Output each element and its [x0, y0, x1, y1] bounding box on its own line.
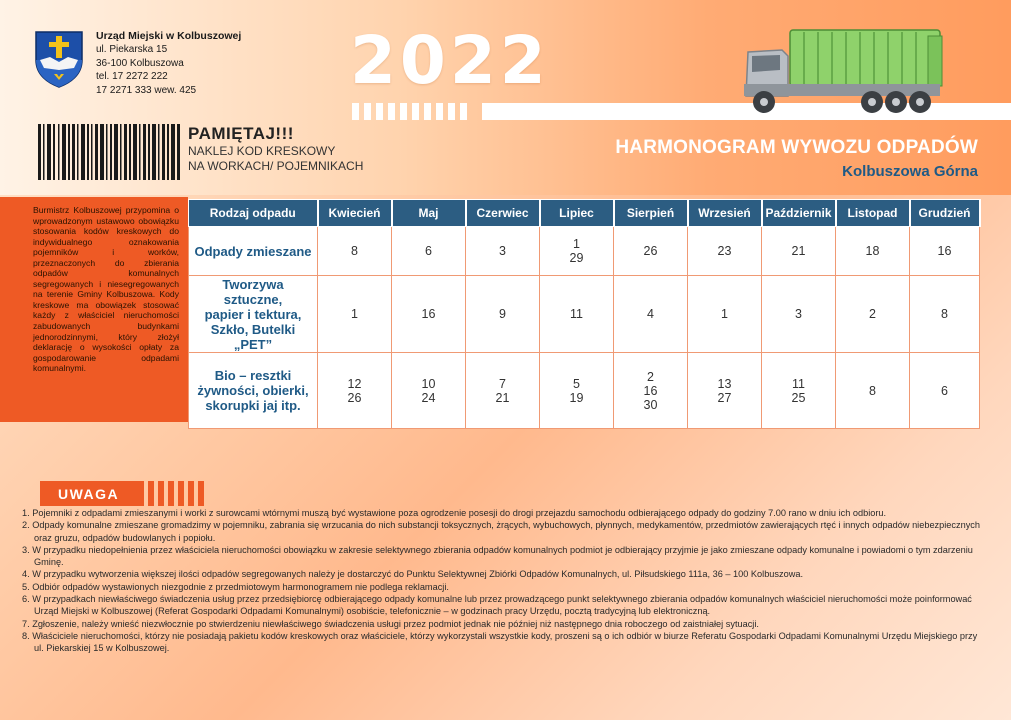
collection-day: 8	[941, 307, 948, 321]
table-row	[189, 227, 980, 276]
waste-type-label-line: skorupki jaj itp.	[205, 398, 301, 413]
collection-day: 13	[717, 376, 732, 391]
waste-type-label-line: Bio – resztki	[214, 368, 292, 383]
notice-item: 7. Zgłoszenie, należy wnieść niezwłocznie po stwierdzeniu niewłaściwego świadczenia usługi przez podmiot jednak nie później niż następnego dnia roboczego od zaistniałej sytuacji.	[22, 618, 759, 629]
column-header-month: Październik	[762, 200, 836, 227]
waste-type-label-line: Szkło, Butelki „PET”	[210, 321, 296, 352]
waste-type-label	[189, 227, 318, 276]
collection-day: 2	[869, 307, 876, 321]
column-header-month: Grudzień	[910, 200, 980, 227]
collection-day-cell	[688, 276, 762, 353]
collection-day-cell	[614, 227, 688, 276]
collection-day-cell	[836, 276, 910, 353]
collection-day: 18	[865, 244, 880, 258]
collection-day: 16	[643, 383, 658, 398]
office-phone: tel. 17 2272 222	[96, 71, 168, 83]
reminder-line-1: NAKLEJ KOD KRESKOWY	[188, 144, 336, 158]
collection-day: 1	[351, 307, 358, 321]
collection-day: 1	[721, 307, 728, 321]
reminder-line-2: NA WORKACH/ POJEMNIKACH	[188, 159, 364, 173]
column-header-month: Listopad	[836, 200, 910, 227]
notice-item: 4. W przypadku wytworzenia większej ilości odpadów segregowanych należy je dostarczyć do Punktu Selektywnej Zbiórki Odpadów Komunalnych, ul. Piłsudskiego 111a, 36 – 100 Kolbuszowa.	[22, 569, 804, 580]
collection-day: 16	[937, 244, 952, 258]
collection-day: 7	[499, 376, 506, 391]
column-header-waste-type: Rodzaj odpadu	[189, 200, 318, 227]
office-phone-2: 17 2271 333 wew. 425	[96, 84, 197, 96]
collection-schedule-table	[188, 199, 981, 429]
collection-day-cell	[466, 276, 540, 353]
collection-day-cell	[762, 276, 836, 353]
column-header-month: Maj	[392, 200, 466, 227]
column-header-month: Czerwiec	[466, 200, 540, 227]
collection-day: 11	[792, 376, 805, 391]
collection-day: 9	[499, 307, 506, 321]
collection-day: 4	[647, 307, 654, 321]
collection-day: 30	[643, 397, 658, 412]
collection-day: 23	[717, 244, 732, 258]
coat-of-arms-icon	[34, 30, 84, 88]
collection-day: 3	[499, 244, 506, 258]
collection-day: 3	[795, 307, 802, 321]
office-street: ul. Piekarska 15	[96, 44, 168, 56]
table-row	[189, 276, 980, 353]
waste-type-label-line: żywności, obierki,	[197, 383, 309, 398]
collection-day: 16	[421, 307, 436, 321]
collection-day-cell	[614, 276, 688, 353]
barcode-reminder	[188, 124, 363, 174]
collection-day: 26	[643, 244, 658, 258]
waste-type-label-line: Tworzywa sztuczne,	[222, 276, 284, 307]
collection-day-cell	[318, 276, 392, 353]
collection-day: 5	[573, 376, 580, 391]
column-header-month: Sierpień	[614, 200, 688, 227]
collection-day: 25	[791, 390, 806, 405]
waste-type-label	[189, 353, 318, 429]
office-city: 36-100 Kolbuszowa	[96, 57, 184, 69]
reminder-heading: PAMIĘTAJ!!!	[188, 124, 294, 143]
notice-item: 1. Pojemniki z odpadami zmieszanymi i worki z surowcami wtórnymi muszą być wystawione poza ogrodzenie posesji do drogi przejazdu samochodu odbierającego odpady do godziny 7.00 rano w dniu ich odbioru.	[22, 508, 887, 518]
collection-day-cell	[318, 353, 392, 429]
collection-day: 27	[717, 390, 732, 405]
schedule-area: Kolbuszowa Górna	[842, 163, 978, 180]
collection-day: 19	[569, 390, 584, 405]
collection-day-cell	[540, 353, 614, 429]
collection-day-cell	[392, 276, 466, 353]
waste-type-label	[189, 276, 318, 353]
notice-item: 6. W przypadkach niewłaściwego świadczenia usług przez przedsiębiorcę odbierającego odpady komunalne lub przez prowadzącego punkt selektywnego zbierania odpadów komunalnych właściciel nieruchomości może poinformować Urząd Miejski w Kolbuszowej (Referat Gospodarki Odpadami Komunalnymi) osobiście, telefonicznie – w godzinach pracy Urzędu, pocztą tradycyjną lub elektroniczną.	[22, 594, 972, 617]
office-address	[96, 30, 241, 97]
collection-day-cell	[688, 353, 762, 429]
office-name: Urząd Miejski w Kolbuszowej	[96, 30, 242, 42]
collection-day-cell	[910, 227, 980, 276]
collection-day-cell	[466, 227, 540, 276]
collection-day-cell	[688, 227, 762, 276]
collection-day-cell	[392, 227, 466, 276]
notice-item: 5. Odbiór odpadów wystawionych niezgodnie z przedmiotowym harmonogramem nie podlega reklamacji.	[22, 581, 449, 592]
collection-day: 8	[869, 383, 876, 398]
collection-day-cell	[392, 353, 466, 429]
collection-day: 10	[421, 376, 436, 391]
schedule-title: HARMONOGRAM WYWOZU ODPADÓW	[615, 137, 978, 158]
column-header-month: Wrzesień	[688, 200, 762, 227]
decorative-stripes	[352, 103, 472, 120]
table-header-row	[189, 200, 980, 227]
collection-day-cell	[836, 227, 910, 276]
notice-list	[22, 507, 987, 655]
collection-day: 8	[351, 244, 358, 258]
waste-type-label-line: Odpady zmieszane	[194, 243, 312, 259]
notice-item: 3. W przypadku niedopełnienia przez właściciela nieruchomości obowiązku w zakresie selektywnego zbierania odpadów komunalnych podmiot je odbierający przyjmie je jako zmieszane odpady komunalne i powiadomi o tym zdarzeniu Gminę.	[22, 544, 973, 568]
collection-day: 24	[421, 390, 436, 405]
column-header-month: Kwiecień	[318, 200, 392, 227]
collection-day: 21	[791, 244, 806, 258]
garbage-truck-icon	[742, 26, 947, 118]
collection-day: 6	[425, 244, 432, 258]
collection-day: 12	[347, 376, 362, 391]
collection-day-cell	[318, 227, 392, 276]
waste-type-label-line: papier i tektura,	[204, 306, 302, 322]
year-title: 2022	[350, 22, 550, 99]
collection-day-cell	[614, 353, 688, 429]
collection-day-cell	[540, 227, 614, 276]
collection-day-cell	[910, 353, 980, 429]
barcode-info-text: Burmistrz Kolbuszowej przypomina o wprowadzonym ustawowo obowiązku stosowania kodów kreskowych do indywidualnego oznakowania pojemników i worków, przeznaczonych do zbierania odpadów komunalnych segregowanych i niesegregowanych na terenie Gminy Kolbuszowa. Kody kreskowe ma obowiązek stosować każdy z właściciel nieruchomości zabudowanych budynkami jednorodzinnymi, który złożył deklarację o wysokości opłaty za gospodarowanie odpadami komunalnymi.	[33, 205, 179, 374]
notice-title: UWAGA	[40, 481, 144, 506]
collection-day: 21	[495, 390, 510, 405]
barcode-icon	[38, 124, 180, 180]
barcode-info-panel	[0, 197, 188, 422]
collection-day: 11	[570, 307, 583, 321]
collection-day: 2	[647, 369, 654, 384]
collection-day-cell	[910, 276, 980, 353]
collection-day: 29	[569, 251, 584, 265]
collection-day: 26	[347, 390, 362, 405]
collection-day: 1	[573, 237, 580, 251]
collection-day-cell	[836, 353, 910, 429]
collection-day: 6	[941, 383, 948, 398]
table-row	[189, 353, 980, 429]
collection-day-cell	[466, 353, 540, 429]
collection-day-cell	[540, 276, 614, 353]
notice-item: 2. Odpady komunalne zmieszane gromadzimy w pojemniku, zabrania się wrzucania do nich substancji toksycznych, żrących, wybuchowych, płynnych, medykamentów, przedmiotów zawierających rtęć i innych odpadów niebezpiecznych oraz gruzu, odpadów budowlanych i popiołu.	[22, 520, 980, 543]
collection-day-cell	[762, 227, 836, 276]
column-header-month: Lipiec	[540, 200, 614, 227]
collection-day-cell	[762, 353, 836, 429]
notice-item: 8. Właściciele nieruchomości, którzy nie posiadają pakietu kodów kreskowych oraz właściciele, którzy wykorzystali wszystkie kody, proszeni są o ich odbiór w biurze Referatu Gospodarki Odpadami Komunalnymi Urzędu Miejskiego przy ul. Piekarskiej 15 w Kolbuszowej.	[22, 630, 978, 654]
